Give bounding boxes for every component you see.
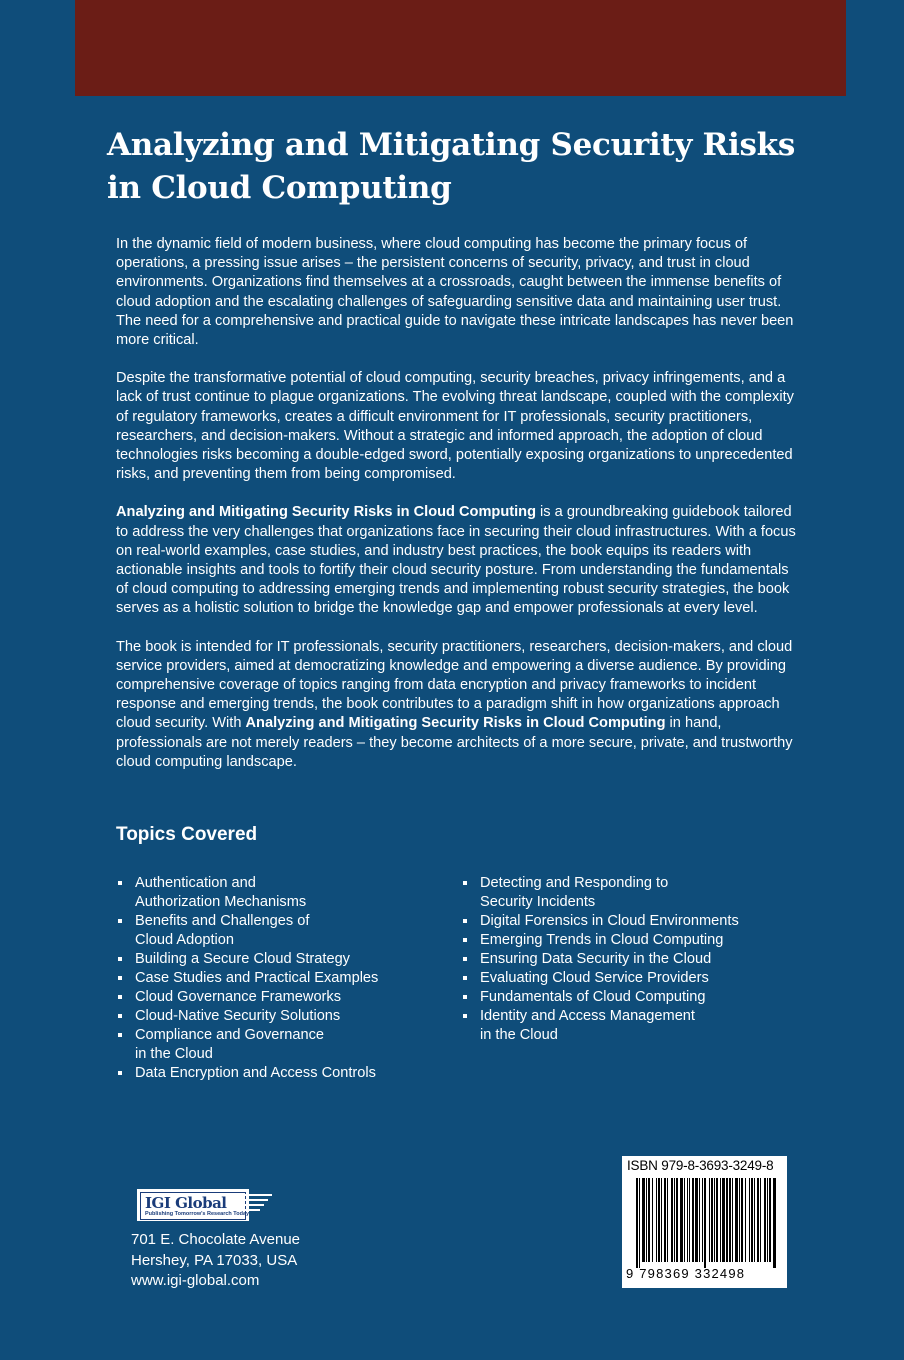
barcode-bar [664,1178,666,1262]
isbn-barcode [622,1156,787,1288]
paragraph-3-text: is a groundbreaking guidebook tailored to address the very challenges that organizations face in securing their cloud infrastructures. With a focus on real-world examples, case studies, and industry best practices, the book equips its readers with actionable insights and tools to fortify their cloud security posture. From understanding the fundamentals of cloud computing to addressing emerging trends and implementing robust security strategies, the book serves as a holistic solution to bridge the knowledge gap and empower professionals at every level. [116,504,796,617]
barcode-bar [689,1178,690,1262]
barcode-bar [729,1178,731,1262]
barcode-bars-icon [636,1178,776,1268]
barcode-bar [741,1178,743,1262]
barcode-bar [671,1178,673,1262]
barcode-bar [732,1178,733,1262]
topic-line: Security Incidents [480,894,596,910]
topic-line: Benefits and Challenges of [135,913,310,929]
logo-lines-icon [244,1194,272,1214]
isbn-label: ISBN 979-8-3693-3249-8 [627,1158,774,1173]
barcode-bar [769,1178,771,1262]
barcode-bar [767,1178,768,1262]
topic-item [462,950,782,969]
barcode-bar [709,1178,710,1262]
barcode-bar [760,1178,761,1262]
topic-line: Ensuring Data Security in the Cloud [480,951,712,967]
barcode-bar [751,1178,753,1262]
barcode-bar [745,1178,746,1262]
description [116,235,796,791]
barcode-bar [754,1178,755,1262]
topic-line: Building a Secure Cloud Strategy [135,951,350,967]
barcode-bar [749,1178,750,1262]
paragraph-4 [116,638,796,772]
topic-line: Cloud Governance Frameworks [135,989,342,1005]
barcode-bar [757,1178,759,1262]
barcode-bar [773,1178,776,1268]
barcode-bar [687,1178,688,1262]
barcode-bar [661,1178,662,1262]
barcode-bar [646,1178,647,1262]
topic-line: Detecting and Responding to [480,875,669,891]
address-city: Hershey, PA 17033, USA [131,1251,298,1269]
topic-item [117,1026,417,1064]
barcode-bar [652,1178,653,1262]
barcode-bar [658,1178,660,1262]
topic-line: Cloud Adoption [135,932,234,948]
barcode-bar [674,1178,675,1262]
topic-line: Digital Forensics in Cloud Environments [480,913,739,929]
address-street: 701 E. Chocolate Avenue [131,1231,301,1248]
barcode-bar [704,1178,706,1268]
topic-line: Emerging Trends in Cloud Computing [480,932,724,948]
barcode-bar [642,1178,645,1262]
topic-item [117,950,417,969]
topic-item [117,874,417,912]
logo-name: IGI Global [145,1194,227,1212]
topic-item [462,874,782,912]
barcode-bar [676,1178,678,1262]
topic-item [117,969,417,988]
topic-line: Case Studies and Practical Examples [135,970,379,986]
logo-box [136,1188,250,1222]
topic-item [117,1007,417,1026]
barcode-bar [648,1178,650,1262]
barcode-bar [680,1178,683,1262]
paragraph-4-start: The book is intended for IT professionals, security practitioners, researchers, decision-makers, and cloud service providers, aimed at democratizing knowledge and empowering a diverse audience. By providing comprehensive coverage of topics ranging from data encryption and privacy frameworks to incident response and emerging trends, the book contributes to a paradigm shift in how organizations approach cloud security. With [116,638,793,732]
topic-line: Cloud-Native Security Solutions [135,1008,341,1024]
barcode-bar [711,1178,713,1262]
topic-line: in the Cloud [480,1027,558,1043]
topics-list-left [117,874,417,1083]
paragraph-1: In the dynamic field of modern business, where cloud computing has become the primary focus of operations, a pressing issue arises – the persistent concerns of security, privacy, and trust in cloud environments. Organizations find themselves at a crossroads, caught between the immense benefits of cloud adoption and the escalating challenges of safeguarding sensitive data and maintaining user trust. The need for a comprehensive and practical guide to navigate these intricate landscapes has never been more critical. [116,236,794,349]
topic-item [462,931,782,950]
topic-line: Identity and Access Management [480,1008,695,1024]
barcode-bar [695,1178,698,1262]
topic-item [117,1064,417,1083]
barcode-bar [692,1178,694,1262]
topic-item [117,912,417,950]
topic-item [462,969,782,988]
barcode-bar [639,1178,640,1268]
top-color-band [75,0,846,96]
barcode-bar [726,1178,728,1262]
book-title-inline: Analyzing and Mitigating Security Risks in Cloud Computing [116,504,536,521]
barcode-digits: 9 798369 332498 [626,1266,746,1281]
topic-item [462,912,782,931]
barcode-bar [656,1178,657,1262]
barcode-bar [667,1178,668,1262]
publisher-logo [136,1188,274,1224]
barcode-bar [636,1178,638,1268]
topic-item [462,988,782,1007]
barcode-bar [684,1178,685,1262]
barcode-bar [764,1178,766,1262]
barcode-bar [702,1178,703,1262]
topic-line: Evaluating Cloud Service Providers [480,970,709,986]
publisher-address [131,1230,300,1292]
book-title: Analyzing and Mitigating Security Risks in Cloud Computing [107,127,795,206]
topics-heading: Topics Covered [116,824,258,845]
topic-line: Authorization Mechanisms [135,894,307,910]
logo-tagline: Publishing Tomorrow's Research Today [145,1211,250,1217]
topic-item [462,1007,782,1045]
barcode-bar [716,1178,718,1262]
publisher-website: www.igi-global.com [131,1272,260,1289]
topic-line: in the Cloud [135,1046,213,1062]
barcode-bar [722,1178,725,1262]
book-title-inline: Analyzing and Mitigating Security Risks in Cloud Computing [245,715,666,732]
barcode-bar [735,1178,738,1262]
topic-line: Compliance and Governance [135,1027,325,1043]
paragraph-2: Despite the transformative potential of cloud computing, security breaches, privacy infringements, and a lack of trust continue to plague organizations. The evolving threat landscape, coupled with the complexity of regulatory frameworks, creates a difficult environment for IT professionals, security practitioners, researchers, and decision-makers. Without a strategic and informed approach, the adoption of cloud technologies risks becoming a double-edged sword, potentially exposing organizations to unprecedented risks, and preventing them from being compromised. [116,370,794,483]
barcode-bar [699,1178,700,1262]
barcode-bar [739,1178,740,1262]
topics-list-right [462,874,782,1045]
topic-line: Authentication and [135,875,256,891]
topic-line: Fundamentals of Cloud Computing [480,989,706,1005]
paragraph-3 [116,503,796,618]
topic-line: Data Encryption and Access Controls [135,1065,376,1081]
paragraph-4-end: in hand, professionals are not merely readers – they become architects of a more secure, private, and trustworthy cloud computing landscape. [116,715,793,770]
barcode-bar [720,1178,721,1262]
barcode-bar [714,1178,715,1262]
topic-item [117,988,417,1007]
